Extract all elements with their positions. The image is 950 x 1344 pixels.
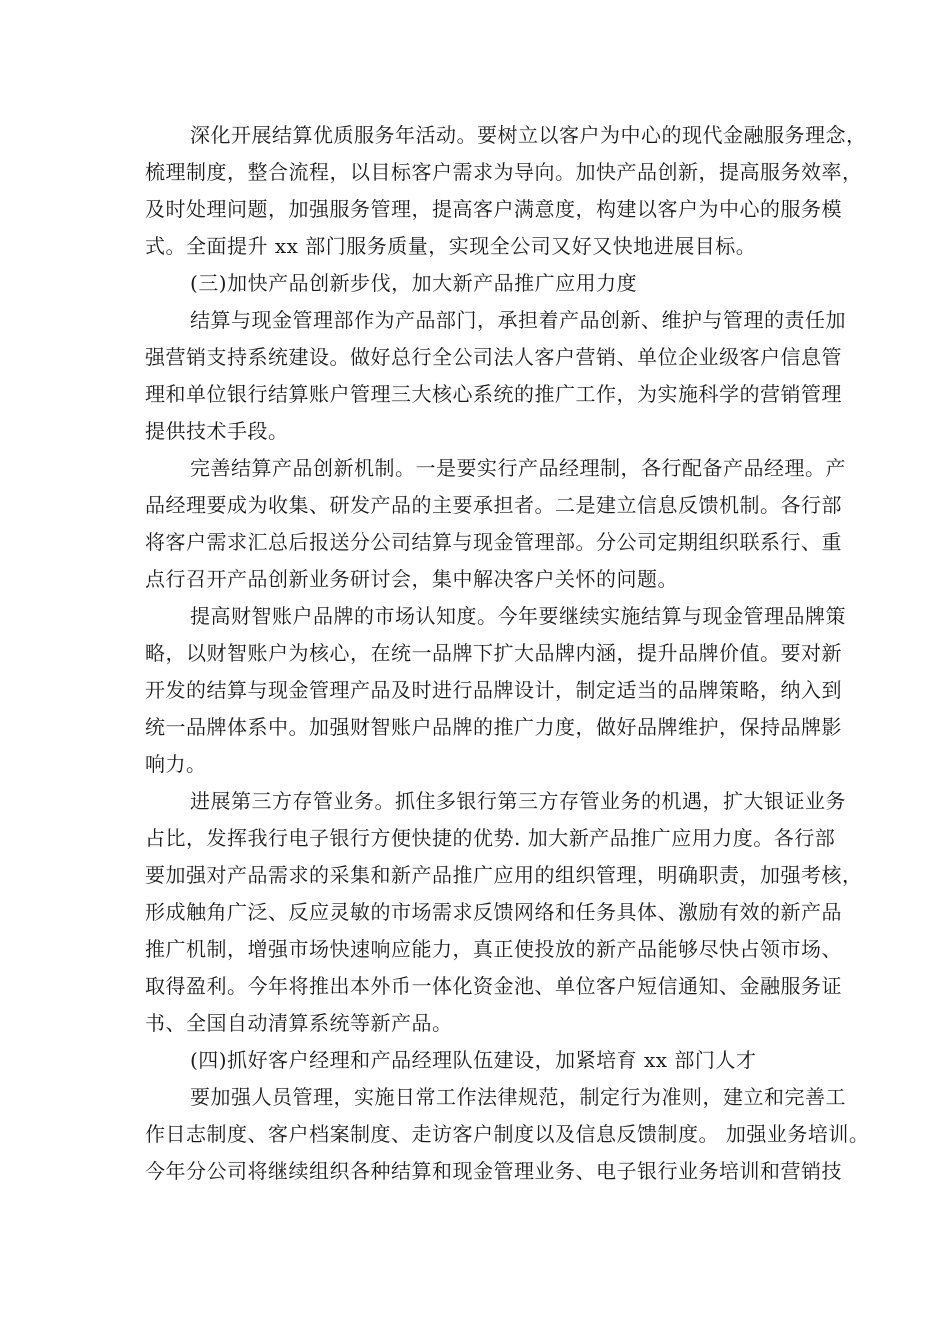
text-line: 提高财智账户品牌的市场认知度。今年要继续实施结算与现金管理品牌策 xyxy=(190,604,846,628)
text-line: 今年分公司将继续组织各种结算和现金管理业务、电子银行业务培训和营销技 xyxy=(145,1159,842,1183)
text-line: 占比，发挥我行电子银行方便快捷的优势. 加大新产品推广应用力度。各行部 xyxy=(145,826,836,850)
text-line: 式。全面提升 xx 部门服务质量，实现全公司又好又快地进展目标。 xyxy=(145,234,757,258)
text-line: 作日志制度、客户档案制度、走访客户制度以及信息反馈制度。 加强业务培训。 xyxy=(145,1122,870,1146)
text-line: 形成触角广泛、反应灵敏的市场需求反馈网络和任务具体、激励有效的新产品 xyxy=(145,900,842,924)
text-line: 要加强人员管理，实施日常工作法律规范，制定行为准则，建立和完善工 xyxy=(190,1085,846,1109)
text-line: 推广机制，增强市场快速响应能力，真正使投放的新产品能够尽快占领市场、 xyxy=(145,937,842,961)
text-line: 要加强对产品需求的采集和新产品推广应用的组织管理，明确职责，加强考核， xyxy=(145,863,863,887)
text-line: 梳理制度，整合流程，以目标客户需求为导向。加快产品创新，提高服务效率， xyxy=(145,160,863,184)
section-heading: (四)抓好客户经理和产品经理队伍建设，加紧培育 xx 部门人才 xyxy=(190,1048,757,1072)
text-line: 将客户需求汇总后报送分公司结算与现金管理部。分公司定期组织联系行、重 xyxy=(145,530,842,554)
text-line: 强营销支持系统建设。做好总行全公司法人客户营销、单位企业级客户信息管 xyxy=(145,345,842,369)
text-line: 完善结算产品创新机制。一是要实行产品经理制，各行配备产品经理。产 xyxy=(190,456,846,480)
text-line: 取得盈利。今年将推出本外币一体化资金池、单位客户短信通知、金融服务证 xyxy=(145,974,842,998)
text-line: 进展第三方存管业务。抓住多银行第三方存管业务的机遇，扩大银证业务 xyxy=(190,789,846,813)
text-line: 及时处理问题，加强服务管理，提高客户满意度，构建以客户为中心的服务模 xyxy=(145,197,842,221)
text-line: 结算与现金管理部作为产品部门，承担着产品创新、维护与管理的责任加 xyxy=(190,308,846,332)
text-line: 略，以财智账户为核心，在统一品牌下扩大品牌内涵，提升品牌价值。要对新 xyxy=(145,641,842,665)
text-line: 书、全国自动清算系统等新产品。 xyxy=(145,1011,453,1035)
text-line: 点行召开产品创新业务研讨会，集中解决客户关怀的问题。 xyxy=(145,567,678,591)
text-line: 理和单位银行结算账户管理三大核心系统的推广工作，为实施科学的营销管理 xyxy=(145,382,842,406)
text-line: 提供技术手段。 xyxy=(145,419,289,443)
section-heading: (三)加快产品创新步伐，加大新产品推广应用力度 xyxy=(190,271,638,295)
text-line: 深化开展结算优质服务年活动。要树立以客户为中心的现代金融服务理念， xyxy=(190,123,867,147)
text-line: 响力。 xyxy=(145,752,207,776)
text-line: 开发的结算与现金管理产品及时进行品牌设计，制定适当的品牌策略，纳入到 xyxy=(145,678,842,702)
text-line: 统一品牌体系中。加强财智账户品牌的推广力度，做好品牌维护，保持品牌影 xyxy=(145,715,842,739)
text-line: 品经理要成为收集、研发产品的主要承担者。二是建立信息反馈机制。各行部 xyxy=(145,493,842,517)
